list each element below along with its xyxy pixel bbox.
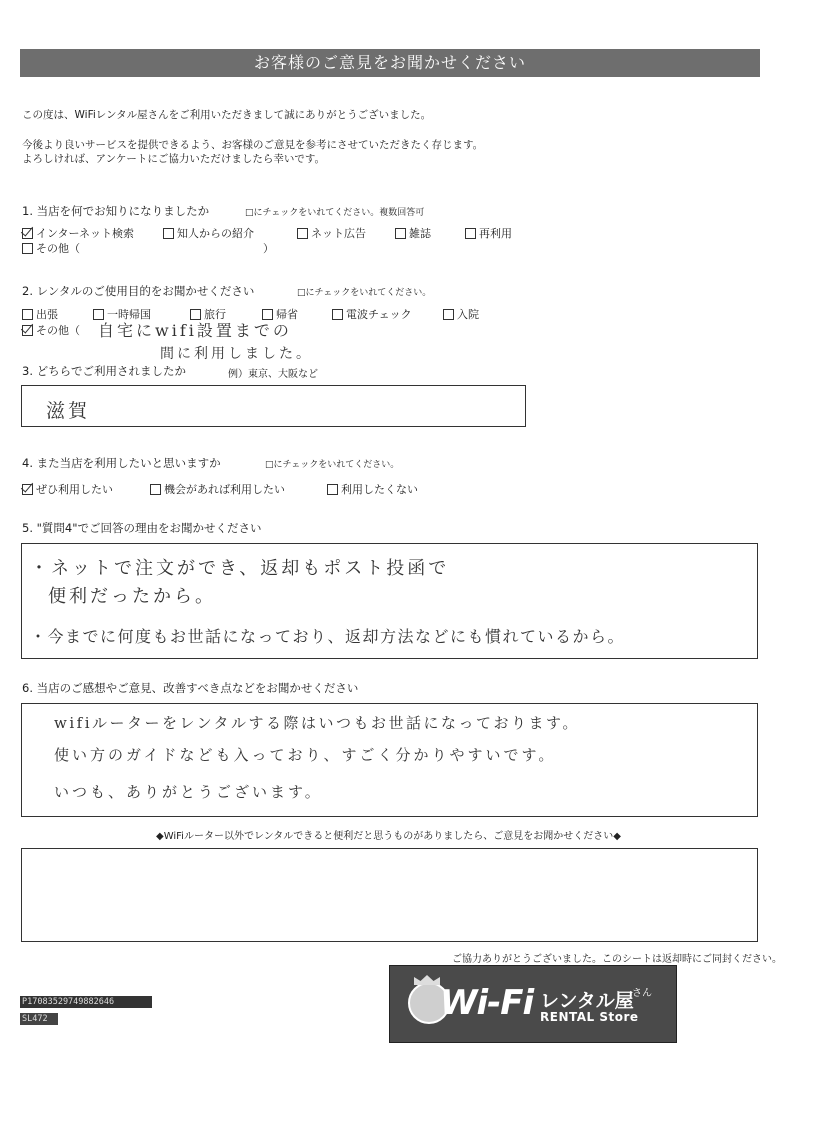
q5-answer-line-1: ・ネットで注文ができ、返却もポスト投函で bbox=[30, 558, 450, 579]
q6-answer-box[interactable] bbox=[21, 703, 758, 817]
extra-prompt: ◆WiFiルーター以外でレンタルできると便利だと思うものがありましたら、ご意見をお聞かせください◆ bbox=[156, 831, 621, 842]
sheet-id-code: P17083529749882646 bbox=[20, 996, 152, 1008]
survey-title: お客様のご意見をお聞かせください bbox=[20, 49, 760, 77]
option-label: 電波チェック bbox=[346, 308, 412, 321]
option-label: ぜひ利用したい bbox=[36, 483, 113, 496]
sheet-ref-code: SL472 bbox=[20, 1013, 58, 1025]
checkbox-icon[interactable] bbox=[332, 309, 343, 320]
logo-rental-text: レンタル屋 bbox=[540, 990, 634, 1012]
checkbox-icon[interactable] bbox=[443, 309, 454, 320]
option-label: 利用したくない bbox=[341, 483, 418, 496]
q6-title: 6. 当店のご感想やご意見、改善すべき点などをお聞かせください bbox=[22, 681, 359, 695]
option-label: 機会があれば利用したい bbox=[164, 483, 285, 496]
q1-option-referral[interactable] bbox=[163, 225, 254, 241]
checkbox-icon[interactable] bbox=[465, 228, 476, 239]
intro-line-1: この度は、WiFiレンタル屋さんをご利用いただきまして誠にありがとうございました。 bbox=[22, 109, 432, 121]
q5-title: 5. "質問4"でご回答の理由をお聞かせください bbox=[22, 521, 262, 535]
q6-answer-line-2: 使い方のガイドなども入っており、すごく分かりやすいです。 bbox=[54, 746, 557, 764]
checkbox-icon[interactable] bbox=[22, 484, 33, 495]
footer-thanks: ご協力ありがとうございました。このシートは返却時にご同封ください。 bbox=[452, 954, 782, 965]
option-label: 旅行 bbox=[204, 308, 226, 321]
option-label: 知人からの紹介 bbox=[177, 227, 254, 240]
option-label: 出張 bbox=[36, 308, 58, 321]
q4-option-no[interactable] bbox=[327, 481, 418, 497]
intro-line-2: 今後より良いサービスを提供できるよう、お客様のご意見を参考にさせていただきたく存じます。 bbox=[22, 139, 484, 151]
option-label: 一時帰国 bbox=[107, 308, 151, 321]
q1-title: 1. 当店を何でお知りになりましたか bbox=[22, 204, 210, 218]
q2-title: 2. レンタルのご使用目的をお聞かせください bbox=[22, 284, 255, 298]
option-label: 雑誌 bbox=[409, 227, 431, 240]
extra-answer-box[interactable] bbox=[21, 848, 758, 942]
q6-answer-line-3: いつも、ありがとうございます。 bbox=[54, 783, 323, 801]
q4-title: 4. また当店を利用したいと思いますか bbox=[22, 456, 221, 470]
q3-title: 3. どちらでご利用されましたか bbox=[22, 364, 187, 378]
q1-option-magazine[interactable] bbox=[395, 225, 431, 241]
q2-note: □にチェックをいれてください。 bbox=[297, 288, 432, 298]
checkbox-icon[interactable] bbox=[327, 484, 338, 495]
option-label: その他（ bbox=[36, 242, 80, 255]
option-label: 入院 bbox=[457, 308, 479, 321]
q2-handwritten-line-1: 自宅にwifi設置までの bbox=[98, 321, 292, 340]
checkbox-icon[interactable] bbox=[297, 228, 308, 239]
option-label: 帰省 bbox=[276, 308, 298, 321]
q3-answer: 滋賀 bbox=[46, 400, 91, 422]
checkbox-icon[interactable] bbox=[22, 228, 33, 239]
q4-option-if-chance[interactable] bbox=[150, 481, 285, 497]
q1-option-other[interactable] bbox=[22, 240, 80, 256]
q2-option-business[interactable] bbox=[22, 306, 58, 322]
checkbox-icon[interactable] bbox=[22, 243, 33, 254]
checkbox-icon[interactable] bbox=[150, 484, 161, 495]
q6-answer-line-1: wifiルーターをレンタルする際はいつもお世話になっております。 bbox=[54, 714, 580, 732]
q1-option-net-ad[interactable] bbox=[297, 225, 366, 241]
q4-note: □にチェックをいれてください。 bbox=[265, 460, 400, 470]
option-label: インターネット検索 bbox=[36, 227, 135, 240]
q1-option-reuse[interactable] bbox=[465, 225, 512, 241]
logo-san-text: さん bbox=[632, 988, 652, 999]
checkbox-icon[interactable] bbox=[22, 325, 33, 336]
logo-wifi-text: Wi-Fi bbox=[440, 983, 534, 1023]
q5-answer-box[interactable] bbox=[21, 543, 758, 659]
q4-option-definitely[interactable] bbox=[22, 481, 113, 497]
logo-store-text: RENTAL Store bbox=[540, 1010, 639, 1024]
q2-option-signal-check[interactable] bbox=[332, 306, 412, 322]
option-label: その他（ bbox=[36, 324, 80, 337]
q2-option-hospital[interactable] bbox=[443, 306, 479, 322]
q2-handwritten-line-2: 間に利用しました。 bbox=[160, 346, 313, 362]
q3-answer-box[interactable] bbox=[21, 385, 526, 427]
checkbox-icon[interactable] bbox=[163, 228, 174, 239]
q1-note: □にチェックをいれてください。複数回答可 bbox=[245, 208, 425, 218]
checkbox-icon[interactable] bbox=[22, 309, 33, 320]
q3-note: 例）東京、大阪など bbox=[228, 369, 318, 380]
q5-answer-line-2: 便利だったから。 bbox=[48, 586, 216, 607]
checkbox-icon[interactable] bbox=[395, 228, 406, 239]
option-label: 再利用 bbox=[479, 227, 512, 240]
q1-option-search[interactable] bbox=[22, 225, 134, 241]
q5-answer-line-3: ・今までに何度もお世話になっており、返却方法などにも慣れているから。 bbox=[30, 627, 626, 646]
q1-other-close-paren: ） bbox=[263, 242, 274, 255]
q2-option-other[interactable] bbox=[22, 322, 80, 338]
intro-line-3: よろしければ、アンケートにご協力いただけましたら幸いです。 bbox=[22, 153, 326, 165]
option-label: ネット広告 bbox=[311, 227, 366, 240]
